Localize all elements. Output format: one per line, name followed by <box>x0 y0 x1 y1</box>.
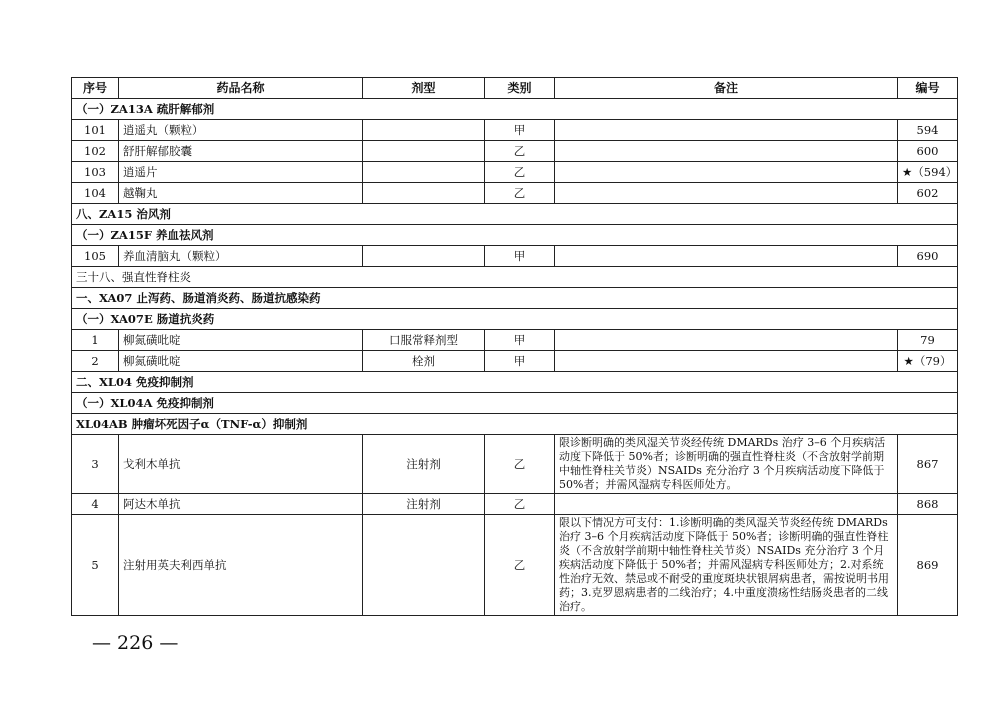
header-code: 编号 <box>898 78 958 99</box>
section-row <box>72 393 958 414</box>
section-heading: 八、ZA15 治风剂 <box>72 204 958 225</box>
cell-seq: 102 <box>72 141 119 162</box>
cell-code: 867 <box>898 435 958 494</box>
cell-name: 逍遥片 <box>119 162 363 183</box>
header-category: 类别 <box>485 78 555 99</box>
cell-seq: 5 <box>72 515 119 616</box>
cell-code: 690 <box>898 246 958 267</box>
cell-remarks: 限诊断明确的类风湿关节炎经传统 DMARDs 治疗 3–6 个月疾病活动度下降低于 50%者；诊断明确的强直性脊柱炎（不含放射学前期中轴性脊柱关节炎）NSAIDs 充分治疗 3 个月疾病活动度下降低于 50%者；并需风湿病专科医师处方。 <box>555 435 898 494</box>
cell-code: 869 <box>898 515 958 616</box>
cell-form: 口服常释剂型 <box>363 330 485 351</box>
cell-form <box>363 162 485 183</box>
cell-name: 阿达木单抗 <box>119 494 363 515</box>
cell-name: 注射用英夫利西单抗 <box>119 515 363 616</box>
cell-seq: 3 <box>72 435 119 494</box>
header-form: 剂型 <box>363 78 485 99</box>
cell-category: 甲 <box>485 330 555 351</box>
section-row <box>72 372 958 393</box>
table-row <box>72 162 958 183</box>
table-row <box>72 515 958 616</box>
cell-seq: 104 <box>72 183 119 204</box>
cell-category: 乙 <box>485 435 555 494</box>
cell-remarks <box>555 330 898 351</box>
cell-category: 乙 <box>485 515 555 616</box>
section-row <box>72 225 958 246</box>
cell-category: 甲 <box>485 351 555 372</box>
cell-seq: 1 <box>72 330 119 351</box>
page-number: — 226 — <box>92 632 179 654</box>
section-heading: （一）XA07E 肠道抗炎药 <box>72 309 958 330</box>
table-row <box>72 494 958 515</box>
cell-code: 602 <box>898 183 958 204</box>
cell-code: 594 <box>898 120 958 141</box>
cell-name: 越鞠丸 <box>119 183 363 204</box>
cell-form: 栓剂 <box>363 351 485 372</box>
table-row <box>72 435 958 494</box>
cell-seq: 101 <box>72 120 119 141</box>
header-remarks: 备注 <box>555 78 898 99</box>
cell-remarks: 限以下情况方可支付：1.诊断明确的类风湿关节炎经传统 DMARDs 治疗 3–6 个月疾病活动度下降低于 50%者；诊断明确的强直性脊柱炎（不含放射学前期中轴性脊柱关节炎）NSAIDs 充分治疗 3 个月疾病活动度下降低于 50%者；并需风湿病专科医师处方；2.对系统性治疗无效、禁忌或不耐受的重度斑块状银屑病患者，需按说明书用药；3.克罗恩病患者的二线治疗；4.中重度溃疡性结肠炎患者的二线治疗。 <box>555 515 898 616</box>
cell-name: 舒肝解郁胶囊 <box>119 141 363 162</box>
cell-category: 乙 <box>485 494 555 515</box>
cell-form <box>363 515 485 616</box>
cell-category: 乙 <box>485 183 555 204</box>
header-seq: 序号 <box>72 78 119 99</box>
table-row <box>72 120 958 141</box>
section-heading: 二、XL04 免疫抑制剂 <box>72 372 958 393</box>
section-heading: XL04AB 肿瘤坏死因子α（TNF-α）抑制剂 <box>72 414 958 435</box>
section-heading: 一、XA07 止泻药、肠道消炎药、肠道抗感染药 <box>72 288 958 309</box>
drug-list-table <box>71 77 958 616</box>
cell-form <box>363 246 485 267</box>
cell-remarks <box>555 494 898 515</box>
cell-category: 甲 <box>485 120 555 141</box>
cell-remarks <box>555 246 898 267</box>
cell-name: 柳氮磺吡啶 <box>119 330 363 351</box>
section-heading: （一）ZA15F 养血祛风剂 <box>72 225 958 246</box>
cell-remarks <box>555 120 898 141</box>
cell-seq: 105 <box>72 246 119 267</box>
section-row <box>72 99 958 120</box>
table-row <box>72 351 958 372</box>
cell-form: 注射剂 <box>363 494 485 515</box>
section-heading: （一）XL04A 免疫抑制剂 <box>72 393 958 414</box>
cell-code: ★（594） <box>898 162 958 183</box>
cell-seq: 103 <box>72 162 119 183</box>
cell-form: 注射剂 <box>363 435 485 494</box>
cell-category: 乙 <box>485 141 555 162</box>
cell-code: 600 <box>898 141 958 162</box>
table-row <box>72 141 958 162</box>
cell-form <box>363 120 485 141</box>
section-row <box>72 309 958 330</box>
section-row <box>72 204 958 225</box>
cell-seq: 2 <box>72 351 119 372</box>
cell-form <box>363 183 485 204</box>
section-heading: （一）ZA13A 疏肝解郁剂 <box>72 99 958 120</box>
cell-seq: 4 <box>72 494 119 515</box>
cell-name: 戈利木单抗 <box>119 435 363 494</box>
cell-form <box>363 141 485 162</box>
category-heading-row <box>72 267 958 288</box>
cell-code: 868 <box>898 494 958 515</box>
section-row <box>72 414 958 435</box>
cell-category: 乙 <box>485 162 555 183</box>
cell-code: ★（79） <box>898 351 958 372</box>
cell-remarks <box>555 162 898 183</box>
cell-remarks <box>555 351 898 372</box>
cell-code: 79 <box>898 330 958 351</box>
cell-remarks <box>555 183 898 204</box>
cell-remarks <box>555 141 898 162</box>
section-row <box>72 288 958 309</box>
table-row <box>72 330 958 351</box>
cell-category: 甲 <box>485 246 555 267</box>
table-row <box>72 246 958 267</box>
header-name: 药品名称 <box>119 78 363 99</box>
cell-name: 养血清脑丸（颗粒） <box>119 246 363 267</box>
cell-name: 逍遥丸（颗粒） <box>119 120 363 141</box>
category-heading: 三十八、强直性脊柱炎 <box>72 267 958 288</box>
cell-name: 柳氮磺吡啶 <box>119 351 363 372</box>
table-header-row <box>72 78 958 99</box>
table-row <box>72 183 958 204</box>
